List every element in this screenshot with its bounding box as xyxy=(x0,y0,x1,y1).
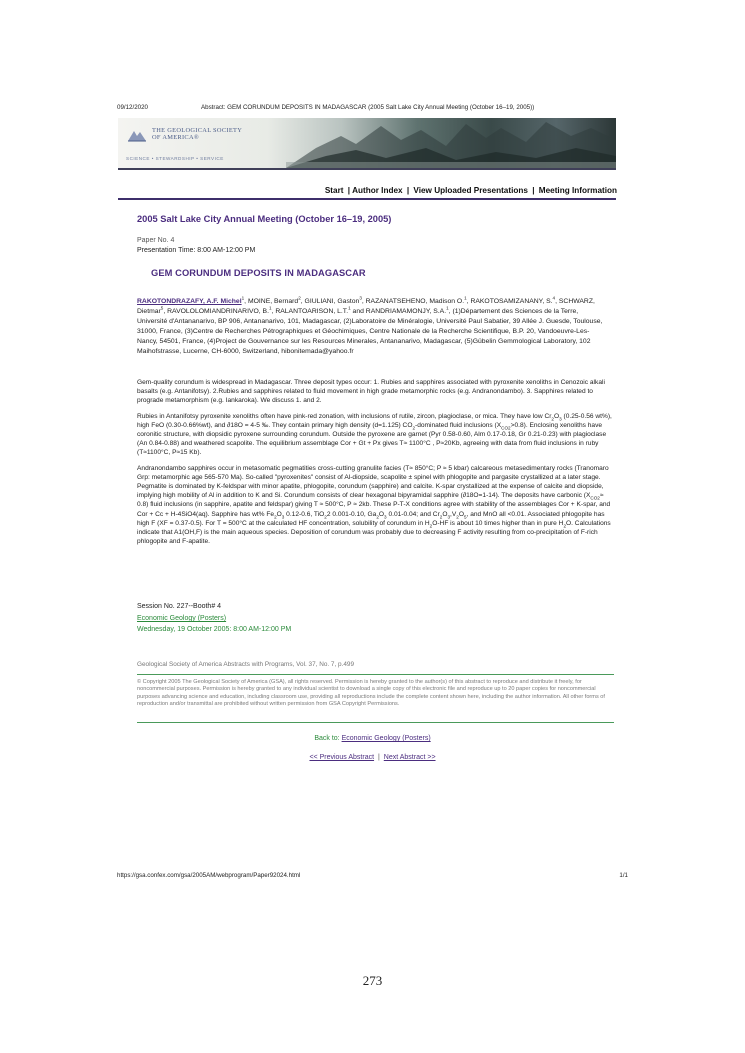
divider xyxy=(137,722,614,723)
nav-meeting-information[interactable]: Meeting Information xyxy=(538,186,617,195)
page-number: 273 xyxy=(362,973,383,988)
prev-next-nav xyxy=(0,754,745,761)
lead-author-link[interactable]: RAKOTONDRAZAFY, A.F. Michel xyxy=(137,298,242,305)
gsa-banner xyxy=(118,118,616,168)
abstract-paragraph: Andranondambo sapphires occur in metasomatic pegmatities cross-cutting granulite facies (T≈ 850°C; P ≈ 5 kbar) calcareous metasedimentary rocks (Tranomaro Grp: metamorphic age 565-570 Ma). So-called "pyroxenites" consist of Al-diopside, scapolite ± spinel with phlogopite and pargasite crystallized at a later stage. Pegmatite is dominated by K-feldspar with minor apatite, phlogopite, corundum (sapphire) and calcite. K-spar crystallized at the expense of calcite and diopside, implying high mobility of Al in addition to K and Si. Corundum consists of clear hexagonal bipyramidal sapphire (∂18O=1-14). The deposits have carbonic $(X_{CO2}\approx 0.8)$ fluid inclusions (in sapphire, apatite and feldspar) giving T ≈ 500°C, P ≈ 2kb. These P-T-X conditions agree with stability of the assemblages Cor + K-spar, and Cor + Cc + H-4SiO4(aq). Sapphire has wt% $Fe_2O_3$ 0.12-0.6, TiO$_2$2 0.001-0.10, $Ga_2O_3$ 0.01-0.04; and $Cr_2O_3,V_2O_5$, and MnO all <0.01. Associated phlogopite has high F (XF = 0.37-0.5). For T = 500°C at the calculated HF concentration, solubility of corundum in $H_2O-HF$ is about 10 times higher than in pure $H_2O$. Calculations indicate that A1(OH,F) is the main aqueous species. Deposition of corundum was probably due to decreasing F activity resulting from co-precipitation of F-rich phlogopite and F-apatite. xyxy=(137,464,611,546)
presentation-time: Presentation Time: 8:00 AM-12:00 PM xyxy=(137,247,256,254)
back-to-label: Back to: xyxy=(314,735,342,742)
logo-line-1: THE GEOLOGICAL SOCIETY xyxy=(152,127,243,134)
previous-abstract-link[interactable]: << Previous Abstract xyxy=(309,754,375,761)
abstract-paragraph: Rubies in Antanifotsy pyroxenite xenoliths often have pink-red zonation, with inclusions of rutile, zircon, plagioclase, or mica. They have low $Cr_2O_3$ (0.25-0.56 wt%), high FeO (0.30-0.66%wt), and ∂18O = 4-5 ‰. They contain primary high density (d=1.125) $CO_2$-dominated fluid inclusions $(X_{CO2}>0.8)$. Enclosing xenoliths have coronitic structure, with diopsidic pyroxene surrounding corundum. Outside the pyroxene are garnet (Pyr 0.58-0.60, Alm 0.17-0.18, Gr 0.21-0.23) with plagioclase (An 0.84-0.88) and weathered scapolite. The equilibrium assemblage Cor + Gt + Px gives T≈ 1100°C , P≈20Kb, agreeing with data from fluid inclusions in ruby (T≈1100°C, P≈15 Kb). xyxy=(137,412,612,457)
next-abstract-link[interactable]: Next Abstract >> xyxy=(383,754,436,761)
copyright-notice: © Copyright 2005 The Geological Society of America (GSA), all rights reserved. Permission is hereby granted to the author(s) of this abstract to reproduce and distribute it freely, for noncommercial purposes. Permission is hereby granted to any individual scientist to download a single copy of this electronic file and reproduce up to 20 paper copies for noncommercial purposes advancing science and education, including classroom use, providing all reproductions include the complete content shown here, including the author information. All other forms of reproduction and/or transmittal are prohibited without written permission from GSA Copyright Permissions. xyxy=(137,679,605,708)
abstract-paragraph: Gem-quality corundum is widespread in Madagascar. Three deposit types occur: 1. Rubies and sapphires associated with pyroxenite xenoliths in Cenozoic alkali basalts (e.g. Antanifotsy). 2.Rubies and sapphires related to fluid movement in high grade metamorphic rocks (e.g. Andranondambo). 3. Sapphires related to prograde metamorphism (e.g. Iankaroka). We discuss 1. and 2. xyxy=(137,379,605,405)
footer-url: https://gsa.confex.com/gsa/2005AM/webprogram/Paper92024.html xyxy=(117,872,301,879)
nav-start[interactable]: Start xyxy=(324,186,344,195)
divider xyxy=(137,674,614,675)
citation: Geological Society of America Abstracts with Programs, Vol. 37, No. 7, p.499 xyxy=(137,661,355,668)
banner-rule xyxy=(118,168,616,170)
back-to-link[interactable]: Economic Geology (Posters) xyxy=(341,735,431,742)
footer-page-count: 1/1 xyxy=(619,872,628,879)
nav-author-index[interactable]: Author Index xyxy=(352,186,403,195)
session-link[interactable]: Economic Geology (Posters) xyxy=(137,615,227,622)
back-to xyxy=(0,735,745,742)
author-list: RAKOTONDRAZAFY, A.F. Michel$^1$, MOINE, Bernard$^2$, GIULIANI, Gaston$^3$, RAZANATSEHENO, Madison O.$^1$, RAKOTOSAMIZANANY, S.$^4$, SCHWARZ, Dietmar$^5$, RAVOLOLOMIANDRINARIVO, B.$^1$, RALANTOARISON, L.T.$^1$ and RANDRIAMAMONJY, S.A.$^1$, (1)Département des Sciences de la Terre, Université d'Antananarivo, BP 906, Antananarivo, 101, Madagascar, (2)Laboratoire de Minéralogie, Université Paul Sabatier, 39 Allée J. Guesde, Toulouse, 31000, France, (3)Centre de Recherches Pétrographiques et Géochimiques, Centre Nationale de la Recherche Scientifique, B.P. 20, Vandoeuvre-Les-Nancy, 54501, France, (4)Project de Gouvernance sur les Resources Minerales, Antananarivo, Madagascar, (5)Gübelin Gemmological Laboratory, 102 Maihofstrasse, Lucerne, CH-6000, Switzerland, hibonitemada@yahoo.fr xyxy=(137,295,603,355)
gsa-tagline: SCIENCE • STEWARDSHIP • SERVICE xyxy=(126,156,224,161)
meeting-title: 2005 Salt Lake City Annual Meeting (October 16–19, 2005) xyxy=(137,214,392,224)
prev-next-separator: | xyxy=(378,754,380,761)
print-title: Abstract: GEM CORUNDUM DEPOSITS IN MADAGASCAR (2005 Salt Lake City Annual Meeting (October 16–19, 2005)) xyxy=(201,104,535,111)
top-nav: Start | Author Index | View Uploaded Presentations | Meeting Information xyxy=(324,186,617,195)
mountain-landscape-image xyxy=(286,118,616,168)
nav-uploaded-presentations[interactable]: View Uploaded Presentations xyxy=(413,186,528,195)
session-number: Session No. 227--Booth# 4 xyxy=(137,603,222,610)
gsa-logo-text xyxy=(152,127,242,141)
logo-line-2: OF AMERICA® xyxy=(152,134,200,141)
session-date: Wednesday, 19 October 2005: 8:00 AM-12:00 PM xyxy=(137,626,292,633)
gsa-logo-icon xyxy=(126,127,148,143)
abstract-body xyxy=(137,378,612,552)
print-date: 09/12/2020 xyxy=(117,104,148,111)
paper-number: Paper No. 4 xyxy=(137,237,175,244)
nav-rule xyxy=(118,198,616,200)
paper-title: GEM CORUNDUM DEPOSITS IN MADAGASCAR xyxy=(151,268,366,278)
